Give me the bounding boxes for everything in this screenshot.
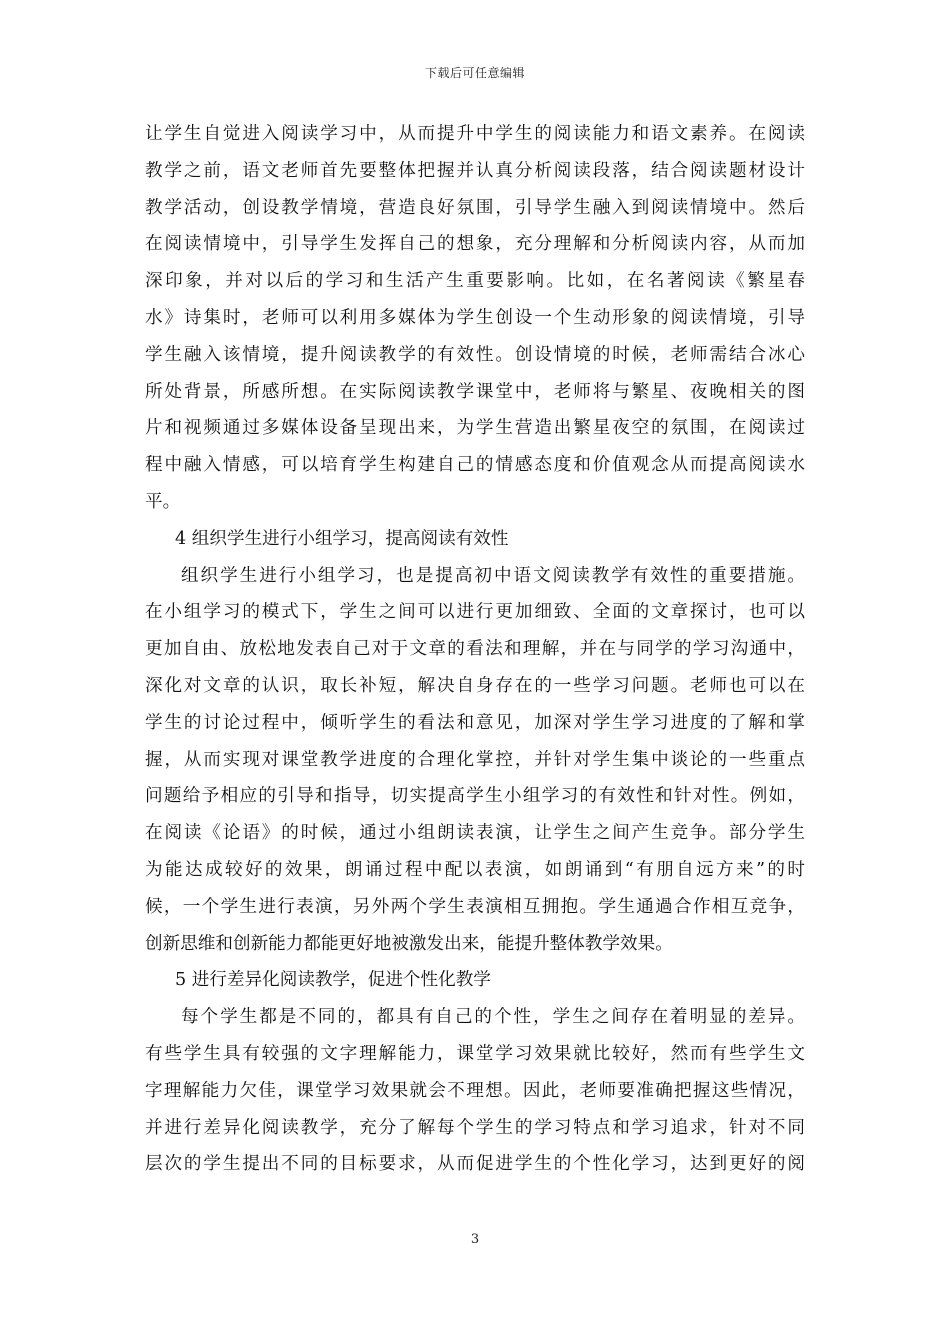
text-line: 并进行差异化阅读教学，充分了解每个学生的学习特点和学习追求，针对不同 <box>145 1117 805 1138</box>
text-line: 组织学生进行小组学习，也是提高初中语文阅读教学有效性的重要措施。 <box>181 565 805 586</box>
text-line: 候，一个学生进行表演，另外两个学生表演相互拥抱。学生通過合作相互竞争， <box>145 896 805 917</box>
section-heading: 4 组织学生进行小组学习，提高阅读有效性 <box>175 528 509 549</box>
text-line: 让学生自觉进入阅读学习中，从而提升中学生的阅读能力和语文素养。在阅读 <box>145 124 805 144</box>
text-line: 教学活动，创设教学情境，营造良好氛围，引导学生融入到阅读情境中。然后 <box>145 197 805 218</box>
text-line: 在小组学习的模式下，学生之间可以进行更加细致、全面的文章探讨，也可以 <box>145 602 805 623</box>
section-heading: 5 进行差异化阅读教学，促进个性化教学 <box>175 970 491 991</box>
text-line: 在阅读情境中，引导学生发挥自己的想象，充分理解和分析阅读内容，从而加 <box>145 234 805 255</box>
text-line: 片和视频通过多媒体设备呈现出来，为学生营造出繁星夜空的氛围，在阅读过 <box>145 418 805 439</box>
text-line: 创新思维和创新能力都能更好地被激发出来，能提升整体教学效果。 <box>145 933 673 954</box>
text-line: 所处背景，所感所想。在实际阅读教学课堂中，老师将与繁星、夜晚相关的图 <box>145 381 805 402</box>
text-line: 每个学生都是不同的，都具有自己的个性，学生之间存在着明显的差异。 <box>181 1007 805 1028</box>
text-line: 学生融入该情境，提升阅读教学的有效性。创设情境的时候，老师需结合冰心 <box>145 344 805 365</box>
text-line: 平。 <box>145 491 181 512</box>
document-body <box>145 116 805 1183</box>
text-line: 更加自由、放松地发表自己对于文章的看法和理解，并在与同学的学习沟通中， <box>145 639 805 660</box>
page-header: 下载后可任意编辑 <box>424 66 525 80</box>
text-line: 字理解能力欠佳，课堂学习效果就会不理想。因此，老师要准确把握这些情况， <box>145 1080 805 1101</box>
text-line: 为能达成较好的效果，朗诵过程中配以表演，如朗诵到“有朋自远方来”的时 <box>145 859 805 880</box>
text-line: 深化对文章的认识，取长补短，解决自身存在的一些学习问题。老师也可以在 <box>145 675 805 696</box>
text-line: 问题给予相应的引导和指导，切实提高学生小组学习的有效性和针对性。例如， <box>145 786 805 807</box>
text-line: 深印象，并对以后的学习和生活产生重要影响。比如，在名著阅读《繁星春 <box>145 271 805 292</box>
text-line: 在阅读《论语》的时候，通过小组朗读表演，让学生之间产生竞争。部分学生 <box>145 823 805 844</box>
page-number: 3 <box>470 1232 480 1247</box>
text-line: 教学之前，语文老师首先要整体把握并认真分析阅读段落，结合阅读题材设计 <box>145 160 805 181</box>
text-line: 握，从而实现对课堂教学进度的合理化掌控，并针对学生集中谈论的一些重点 <box>145 749 805 770</box>
text-line: 有些学生具有较强的文字理解能力，课堂学习效果就比较好，然而有些学生文 <box>145 1043 805 1064</box>
text-line: 程中融入情感，可以培育学生构建自己的情感态度和价值观念从而提高阅读水 <box>145 455 805 476</box>
text-line: 水》诗集时，老师可以利用多媒体为学生创设一个生动形象的阅读情境，引导 <box>145 307 805 328</box>
text-line: 学生的讨论过程中，倾听学生的看法和意见，加深对学生学习进度的了解和掌 <box>145 712 805 733</box>
text-line: 层次的学生提出不同的目标要求，从而促进学生的个性化学习，达到更好的阅 <box>145 1154 805 1175</box>
